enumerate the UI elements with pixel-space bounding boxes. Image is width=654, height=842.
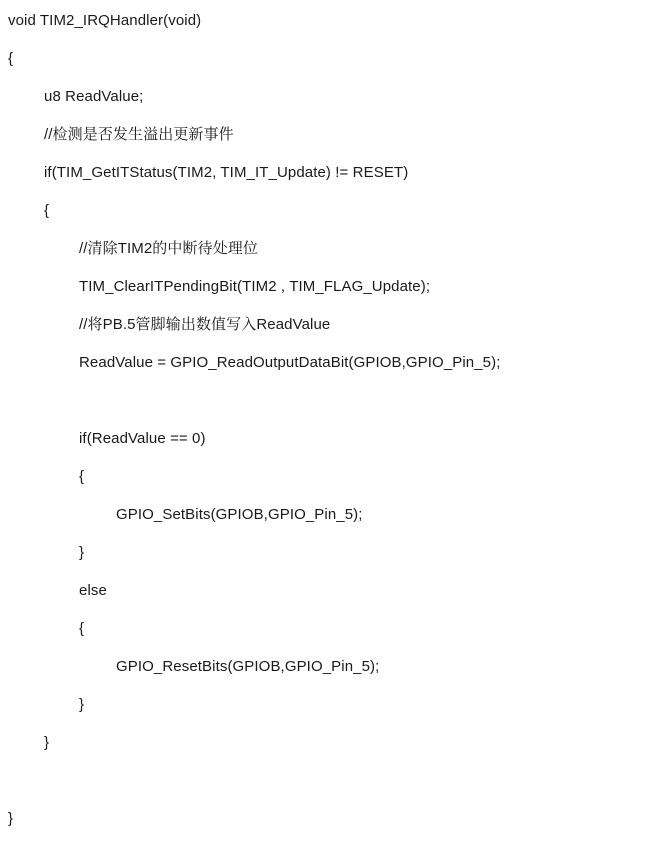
code-line: } — [79, 696, 85, 713]
code-line: } — [79, 544, 85, 561]
code-line: { — [79, 620, 85, 637]
code-line: if(TIM_GetITStatus(TIM2, TIM_IT_Update) != RESET) — [44, 164, 409, 181]
code-line: { — [8, 50, 14, 67]
code-line: //清除TIM2的中断待处理位 — [79, 240, 259, 257]
code-line: void TIM2_IRQHandler(void) — [8, 12, 202, 29]
code-line: //检测是否发生溢出更新事件 — [44, 126, 234, 143]
code-line: GPIO_ResetBits(GPIOB,GPIO_Pin_5); — [116, 658, 380, 675]
code-line: if(ReadValue == 0) — [79, 430, 206, 447]
code-line: { — [44, 202, 50, 219]
code-line: //将PB.5管脚输出数值写入ReadValue — [79, 316, 331, 333]
code-line: u8 ReadValue; — [44, 88, 144, 105]
code-line: { — [79, 468, 85, 485]
code-line: GPIO_SetBits(GPIOB,GPIO_Pin_5); — [116, 506, 363, 523]
code-line: else — [79, 582, 107, 599]
code-line: } — [8, 810, 14, 827]
code-line: } — [44, 734, 50, 751]
code-line: TIM_ClearITPendingBit(TIM2 , TIM_FLAG_Update); — [79, 278, 431, 295]
code-line-blank — [0, 382, 654, 420]
code-line: ReadValue = GPIO_ReadOutputDataBit(GPIOB,GPIO_Pin_5); — [79, 354, 501, 371]
code-line-blank — [0, 762, 654, 800]
